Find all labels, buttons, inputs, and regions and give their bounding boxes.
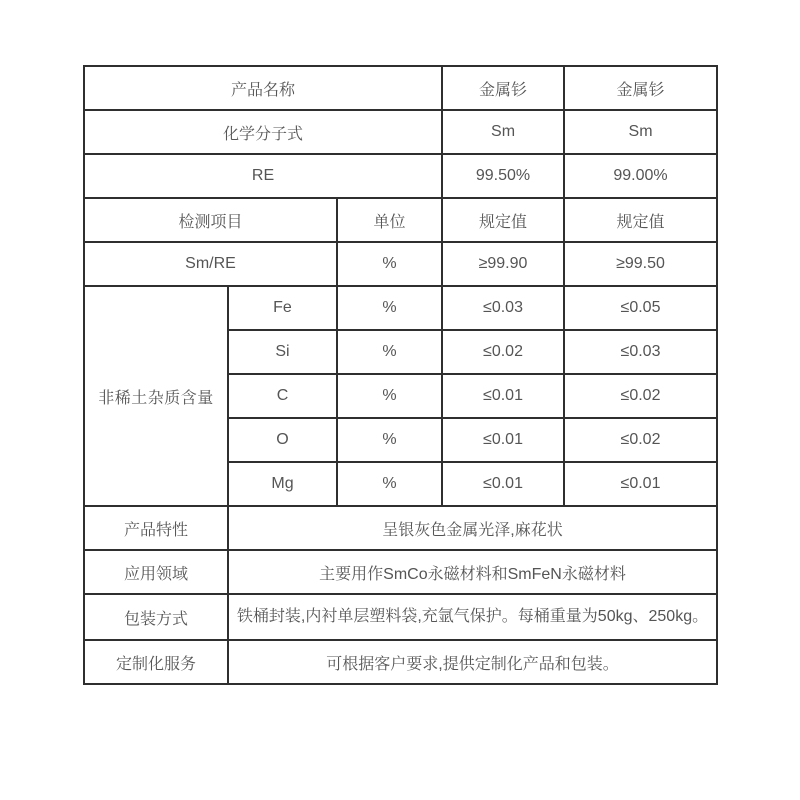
cell-impurity-spec-1: ≤0.01 [442,374,564,418]
cell-impurity-spec-2: ≤0.03 [564,330,717,374]
cell-impurity-spec-2: ≤0.05 [564,286,717,330]
cell-product-name-value-1: 金属钐 [442,66,564,110]
product-spec-table [83,65,718,685]
table-row-sm-re [84,242,717,286]
table-row-application [84,550,717,594]
cell-customization-label: 定制化服务 [84,640,228,684]
table-row-formula [84,110,717,154]
cell-impurity-unit: % [337,330,442,374]
cell-impurity-unit: % [337,286,442,330]
cell-impurity-unit: % [337,374,442,418]
cell-test-header-label: 检测项目 [84,198,337,242]
cell-sm-re-label: Sm/RE [84,242,337,286]
cell-impurity-spec-1: ≤0.01 [442,462,564,506]
cell-packaging-value: 铁桶封装,内衬单层塑料袋,充氩气保护。每桶重量为50kg、250kg。 [228,594,717,640]
cell-impurity-spec-1: ≤0.01 [442,418,564,462]
table-row-customization [84,640,717,684]
cell-impurity-element: Si [228,330,337,374]
cell-formula-value-1: Sm [442,110,564,154]
cell-impurity-unit: % [337,418,442,462]
table-row-product-trait [84,506,717,550]
cell-test-header-unit: 单位 [337,198,442,242]
cell-impurity-element: O [228,418,337,462]
cell-impurity-group-label: 非稀土杂质含量 [84,286,228,506]
cell-impurity-unit: % [337,462,442,506]
cell-sm-re-spec-2: ≥99.50 [564,242,717,286]
cell-packaging-label: 包装方式 [84,594,228,640]
cell-formula-label: 化学分子式 [84,110,442,154]
table-row-product-name [84,66,717,110]
cell-re-label: RE [84,154,442,198]
cell-formula-value-2: Sm [564,110,717,154]
cell-product-name-label: 产品名称 [84,66,442,110]
cell-customization-value: 可根据客户要求,提供定制化产品和包装。 [228,640,717,684]
cell-sm-re-unit: % [337,242,442,286]
table-row-packaging [84,594,717,640]
table-row-test-header [84,198,717,242]
cell-impurity-spec-2: ≤0.02 [564,374,717,418]
cell-application-value: 主要用作SmCo永磁材料和SmFeN永磁材料 [228,550,717,594]
cell-product-trait-label: 产品特性 [84,506,228,550]
cell-product-name-value-2: 金属钐 [564,66,717,110]
cell-impurity-element: Fe [228,286,337,330]
cell-application-label: 应用领域 [84,550,228,594]
cell-impurity-spec-1: ≤0.03 [442,286,564,330]
cell-product-trait-value: 呈银灰色金属光泽,麻花状 [228,506,717,550]
cell-impurity-spec-2: ≤0.01 [564,462,717,506]
cell-impurity-spec-2: ≤0.02 [564,418,717,462]
cell-re-value-2: 99.00% [564,154,717,198]
cell-test-header-spec-1: 规定值 [442,198,564,242]
cell-impurity-spec-1: ≤0.02 [442,330,564,374]
cell-sm-re-spec-1: ≥99.90 [442,242,564,286]
cell-impurity-element: Mg [228,462,337,506]
cell-test-header-spec-2: 规定值 [564,198,717,242]
cell-impurity-element: C [228,374,337,418]
table-row-impurity-fe [84,286,717,330]
table-row-re-content [84,154,717,198]
cell-re-value-1: 99.50% [442,154,564,198]
